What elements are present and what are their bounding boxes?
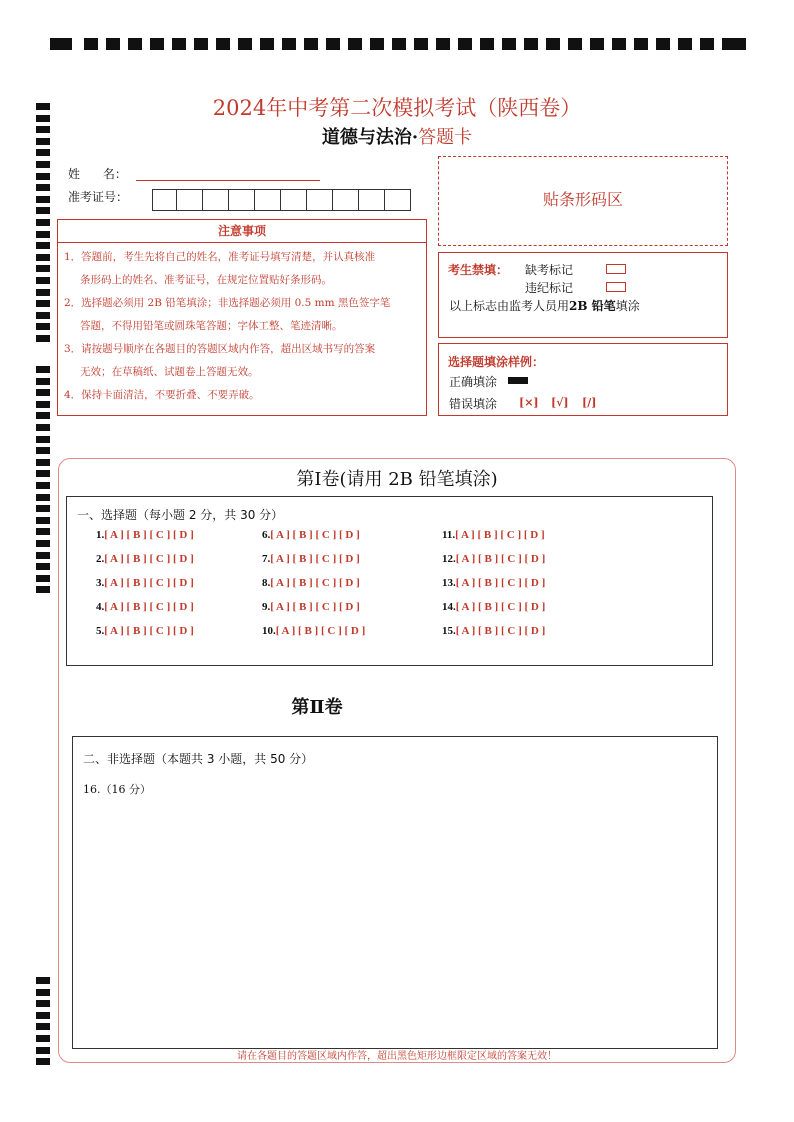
id-digit-box[interactable] xyxy=(306,189,333,211)
id-digit-box[interactable] xyxy=(254,189,281,211)
part1-title: 第Ⅰ卷(请用 2B 铅笔填涂) xyxy=(296,469,498,490)
non-choice-section-title: 二、非选择题（本题共 3 小题，共 50 分） xyxy=(83,752,314,766)
question-number: 3. xyxy=(96,577,105,589)
choice-section-title: 一、选择题（每小题 2 分，共 30 分） xyxy=(77,508,284,522)
question-number: 4. xyxy=(96,601,105,613)
absent-label: 缺考标记 xyxy=(525,263,574,277)
notice-item: 答题，不得用铅笔或圆珠笔答题；字体工整、笔迹清晰。 xyxy=(80,320,343,332)
side-mark xyxy=(36,540,50,547)
side-mark xyxy=(36,366,50,373)
footer-warning: 请在各题目的答题区域内作答，超出黑色矩形边框限定区域的答案无效！ xyxy=(237,1051,557,1062)
note-pre: 以上标志由监考人员用 xyxy=(449,299,570,313)
answer-options[interactable]: [ A ] [ B ] [ C ] [ D ] xyxy=(270,529,360,541)
fill-example-box xyxy=(438,343,728,416)
side-mark xyxy=(36,196,50,203)
question-number: 11. xyxy=(442,529,456,541)
timing-block xyxy=(590,38,604,50)
note-post: 填涂 xyxy=(615,299,640,313)
question-row[interactable] xyxy=(96,577,194,589)
timing-block xyxy=(502,38,516,50)
side-mark xyxy=(36,494,50,501)
side-mark xyxy=(36,312,50,319)
question-row[interactable] xyxy=(262,625,365,637)
timing-block xyxy=(656,38,670,50)
answer-options[interactable]: [ A ] [ B ] [ C ] [ D ] xyxy=(270,553,360,565)
timing-block xyxy=(106,38,120,50)
side-mark xyxy=(36,231,50,238)
timing-mark-bar xyxy=(50,38,746,50)
id-digit-box[interactable] xyxy=(384,189,411,211)
absent-mark-box[interactable] xyxy=(606,264,626,274)
notice-item: 条形码上的姓名、准考证号，在规定位置贴好条形码。 xyxy=(80,274,332,286)
answer-options[interactable]: [ A ] [ B ] [ C ] [ D ] xyxy=(455,625,546,637)
side-mark xyxy=(36,977,50,984)
id-digit-box[interactable] xyxy=(280,189,307,211)
answer-options[interactable]: [ A ] [ B ] [ C ] [ D ] xyxy=(455,529,545,541)
question-row[interactable] xyxy=(262,601,360,613)
timing-block xyxy=(722,38,746,50)
timing-block xyxy=(678,38,692,50)
page-title: 2024年中考第二次模拟考试（陕西卷） xyxy=(212,96,582,120)
side-mark xyxy=(36,389,50,396)
timing-block xyxy=(172,38,186,50)
answer-options[interactable]: [ A ] [ B ] [ C ] [ D ] xyxy=(104,601,194,613)
answer-options[interactable]: [ A ] [ B ] [ C ] [ D ] xyxy=(104,577,194,589)
question-number: 2. xyxy=(96,553,105,565)
question-row[interactable] xyxy=(262,529,360,541)
id-digit-box[interactable] xyxy=(228,189,255,211)
timing-block xyxy=(568,38,582,50)
barcode-area xyxy=(438,156,728,246)
question-number: 10. xyxy=(262,625,276,637)
timing-block xyxy=(436,38,450,50)
question-number: 13. xyxy=(442,577,456,589)
side-mark xyxy=(36,300,50,307)
forbidden-note xyxy=(449,297,640,314)
side-mark xyxy=(36,207,50,214)
timing-block xyxy=(260,38,274,50)
timing-block xyxy=(458,38,472,50)
question-row[interactable] xyxy=(442,601,545,613)
notice-title: 注意事项 xyxy=(57,219,427,243)
side-mark xyxy=(36,563,50,570)
notice-item: 无效；在草稿纸、试题卷上答题无效。 xyxy=(80,366,259,378)
side-mark xyxy=(36,1035,50,1042)
note-bold: 2B 铅笔 xyxy=(569,299,616,313)
answer-options[interactable]: [ A ] [ B ] [ C ] [ D ] xyxy=(455,601,546,613)
answer-options[interactable]: [ A ] [ B ] [ C ] [ D ] xyxy=(104,553,194,565)
id-boxes[interactable] xyxy=(153,189,411,211)
answer-options[interactable]: [ A ] [ B ] [ C ] [ D ] xyxy=(270,601,360,613)
side-mark xyxy=(36,424,50,431)
id-digit-box[interactable] xyxy=(176,189,203,211)
side-mark xyxy=(36,323,50,330)
side-mark xyxy=(36,517,50,524)
timing-block xyxy=(84,38,98,50)
timing-block xyxy=(304,38,318,50)
question-row[interactable] xyxy=(442,577,545,589)
side-mark xyxy=(36,552,50,559)
question-row[interactable] xyxy=(96,529,194,541)
answer-options[interactable]: [ A ] [ B ] [ C ] [ D ] xyxy=(455,553,546,565)
id-digit-box[interactable] xyxy=(358,189,385,211)
timing-block xyxy=(194,38,208,50)
side-mark xyxy=(36,586,50,593)
side-mark xyxy=(36,277,50,284)
timing-block xyxy=(634,38,648,50)
side-mark xyxy=(36,1000,50,1007)
forbidden-box xyxy=(438,252,728,338)
side-mark xyxy=(36,254,50,261)
timing-block xyxy=(480,38,494,50)
id-label: 准考证号： xyxy=(68,190,129,204)
question-row[interactable] xyxy=(96,601,194,613)
notice-item: 3．请按题号顺序在各题目的答题区域内作答，超出区域书写的答案 xyxy=(64,343,376,355)
side-mark xyxy=(36,335,50,342)
side-mark xyxy=(36,989,50,996)
subject-name: 道德与法治 xyxy=(321,127,412,148)
timing-block xyxy=(238,38,252,50)
question-number: 12. xyxy=(442,553,456,565)
name-field[interactable] xyxy=(136,180,320,181)
question-number: 14. xyxy=(442,601,456,613)
question-number: 8. xyxy=(262,577,271,589)
side-mark xyxy=(36,401,50,408)
question-row[interactable] xyxy=(96,625,194,637)
subtitle-dot: · xyxy=(411,127,419,148)
side-mark xyxy=(36,378,50,385)
wrong-mark-3: [/] xyxy=(582,396,597,409)
side-mark xyxy=(36,447,50,454)
timing-block xyxy=(414,38,428,50)
notice-item: 1．答题前，考生先将自己的姓名，准考证号填写清楚，并认真核准 xyxy=(64,251,376,263)
notice-item: 2．选择题必须用 2B 铅笔填涂；非选择题必须用 0.5 mm 黑色签字笔 xyxy=(64,297,391,309)
id-digit-box[interactable] xyxy=(202,189,229,211)
question-row[interactable] xyxy=(442,625,545,637)
side-mark xyxy=(36,575,50,582)
correct-fill-label: 正确填涂 xyxy=(449,375,498,389)
question-row[interactable] xyxy=(442,553,545,565)
id-digit-box[interactable] xyxy=(152,189,177,211)
question-number: 9. xyxy=(262,601,271,613)
timing-block xyxy=(128,38,142,50)
answer-options[interactable]: [ A ] [ B ] [ C ] [ D ] xyxy=(455,577,546,589)
wrong-mark-2: [√] xyxy=(551,396,569,409)
timing-block xyxy=(348,38,362,50)
violation-mark-box[interactable] xyxy=(606,282,626,292)
side-mark xyxy=(36,289,50,296)
answer-options[interactable]: [ A ] [ B ] [ C ] [ D ] xyxy=(270,577,360,589)
timing-block xyxy=(524,38,538,50)
question-number: 5. xyxy=(96,625,105,637)
side-mark xyxy=(36,173,50,180)
question-number: 6. xyxy=(262,529,271,541)
notice-box xyxy=(57,243,427,416)
part2-title: 第Ⅱ卷 xyxy=(291,697,343,718)
timing-block xyxy=(700,38,714,50)
notice-item: 4．保持卡面清洁，不要折叠、不要弄破。 xyxy=(64,389,260,401)
violation-label: 违纪标记 xyxy=(525,281,574,295)
side-mark xyxy=(36,1023,50,1030)
side-mark xyxy=(36,265,50,272)
timing-block xyxy=(546,38,560,50)
side-mark xyxy=(36,149,50,156)
side-mark xyxy=(36,412,50,419)
question-row[interactable] xyxy=(442,529,545,541)
side-mark xyxy=(36,184,50,191)
question-16-label: 16.（16 分） xyxy=(83,783,151,796)
wrong-mark-1: [×] xyxy=(519,396,539,409)
timing-block xyxy=(392,38,406,50)
page-subtitle xyxy=(0,123,794,149)
timing-block xyxy=(150,38,164,50)
non-choice-section[interactable] xyxy=(72,736,718,1049)
barcode-label: 贴条形码区 xyxy=(542,190,623,209)
question-row[interactable] xyxy=(96,553,194,565)
timing-block xyxy=(326,38,340,50)
card-type: 答题卡 xyxy=(418,127,473,148)
side-mark xyxy=(36,1012,50,1019)
timing-block xyxy=(50,38,72,50)
question-row[interactable] xyxy=(262,553,360,565)
side-mark xyxy=(36,219,50,226)
side-mark xyxy=(36,505,50,512)
timing-block xyxy=(370,38,384,50)
question-number: 15. xyxy=(442,625,456,637)
side-mark xyxy=(36,161,50,168)
id-digit-box[interactable] xyxy=(332,189,359,211)
side-mark xyxy=(36,242,50,249)
timing-block xyxy=(282,38,296,50)
timing-block xyxy=(612,38,626,50)
question-row[interactable] xyxy=(262,577,360,589)
answer-options[interactable]: [ A ] [ B ] [ C ] [ D ] xyxy=(104,625,194,637)
name-label: 姓 名： xyxy=(68,167,127,181)
side-mark xyxy=(36,436,50,443)
answer-options[interactable]: [ A ] [ B ] [ C ] [ D ] xyxy=(275,625,366,637)
timing-block xyxy=(216,38,230,50)
question-number: 1. xyxy=(96,529,105,541)
wrong-fill-label: 错误填涂 xyxy=(449,397,498,411)
forbidden-label: 考生禁填： xyxy=(448,263,509,277)
fill-example-label: 选择题填涂样例： xyxy=(448,355,545,369)
question-number: 7. xyxy=(262,553,271,565)
answer-options[interactable]: [ A ] [ B ] [ C ] [ D ] xyxy=(104,529,194,541)
correct-fill-sample xyxy=(508,377,528,384)
side-mark xyxy=(36,528,50,535)
